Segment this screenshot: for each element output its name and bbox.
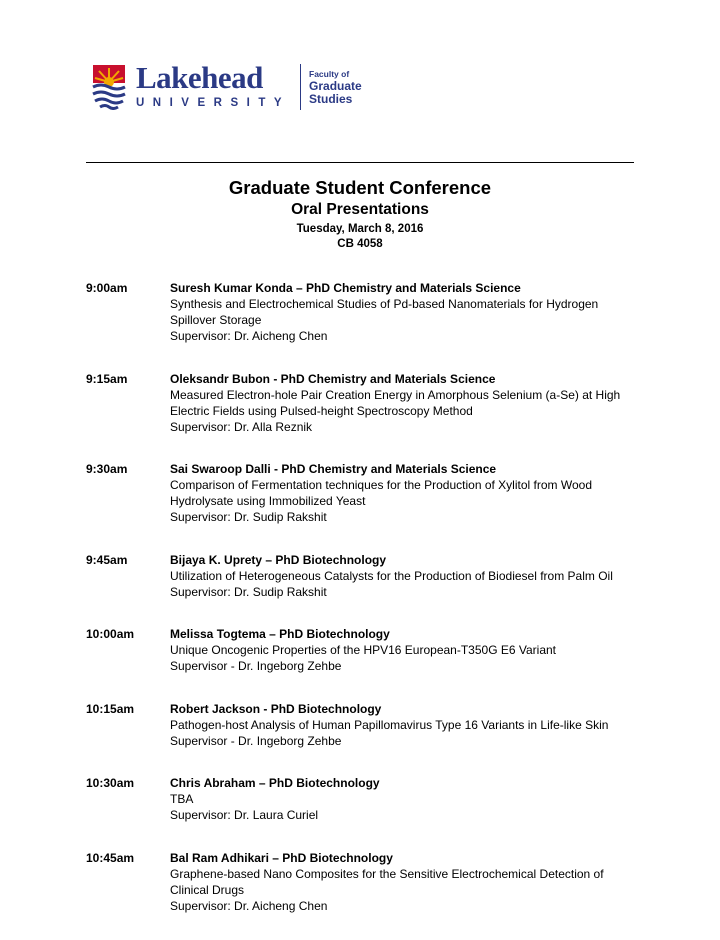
schedule-entry (86, 626, 646, 674)
logo-name: Lakehead (136, 60, 263, 95)
schedule-list (86, 280, 646, 940)
lakehead-crest-icon (92, 64, 126, 110)
lakehead-logo (92, 62, 372, 112)
page-title: Graduate Student Conference (228, 177, 492, 198)
schedule-entry (86, 552, 646, 600)
schedule-entry (86, 280, 646, 344)
entry-supervisor: Supervisor: Dr. Aicheng Chen (170, 898, 328, 913)
entry-presenter: Robert Jackson - PhD Biotechnology (170, 701, 382, 716)
logo-divider (300, 64, 301, 110)
entry-title: Graphene-based Nano Composites for the Sensitive Electrochemical Detection of Clinical Drugs (170, 866, 604, 897)
schedule-entry (86, 850, 646, 914)
entry-presenter: Bal Ram Adhikari – PhD Biotechnology (170, 850, 393, 865)
page-header (86, 176, 634, 252)
schedule-entry (86, 371, 646, 435)
logo-faculty-line3: Studies (309, 92, 353, 106)
entry-time: 9:00am (86, 281, 128, 295)
entry-time: 9:45am (86, 552, 128, 567)
entry-supervisor: Supervisor: Dr. Alla Reznik (170, 419, 313, 434)
entry-title: Pathogen-host Analysis of Human Papillomavirus Type 16 Variants in Life-like Skin (170, 717, 609, 732)
logo-faculty-line1: Faculty of (309, 69, 350, 79)
entry-presenter: Suresh Kumar Konda – PhD Chemistry and Materials Science (170, 281, 521, 295)
entry-supervisor: Supervisor - Dr. Ingeborg Zehbe (170, 659, 342, 673)
entry-presenter: Oleksandr Bubon - PhD Chemistry and Materials Science (170, 371, 496, 386)
entry-title: Measured Electron-hole Pair Creation Energy in Amorphous Selenium (a-Se) at High Electric Fields using Pulsed-height Spectroscopy Method (170, 387, 621, 418)
entry-time: 10:45am (86, 850, 135, 865)
entry-time: 10:30am (86, 776, 135, 790)
entry-time: 10:00am (86, 627, 135, 641)
schedule-entry (86, 775, 646, 823)
event-room: CB 4058 (337, 238, 383, 250)
entry-presenter: Bijaya K. Uprety – PhD Biotechnology (170, 552, 387, 567)
entry-time: 9:15am (86, 371, 128, 386)
header-divider (86, 162, 634, 163)
logo-faculty-line2: Graduate (309, 79, 362, 93)
schedule-entry (86, 701, 646, 749)
event-date: Tuesday, March 8, 2016 (296, 223, 424, 235)
entry-time: 9:30am (86, 462, 128, 476)
entry-presenter: Chris Abraham – PhD Biotechnology (170, 776, 380, 790)
entry-supervisor: Supervisor: Dr. Sudip Rakshit (170, 510, 327, 524)
entry-supervisor: Supervisor - Dr. Ingeborg Zehbe (170, 733, 342, 748)
entry-presenter: Melissa Togtema – PhD Biotechnology (170, 627, 390, 641)
entry-title: Comparison of Fermentation techniques for the Production of Xylitol from Wood Hydrolysate using Immobilized Yeast (170, 478, 592, 508)
entry-title: TBA (170, 792, 194, 806)
entry-title: Unique Oncogenic Properties of the HPV16 European-T350G E6 Variant (170, 643, 557, 657)
entry-title: Utilization of Heterogeneous Catalysts for the Production of Biodiesel from Palm Oil (170, 568, 613, 583)
logo-university: UNIVERSITY (136, 97, 291, 109)
entry-supervisor: Supervisor: Dr. Laura Curiel (170, 808, 319, 822)
entry-title: Synthesis and Electrochemical Studies of Pd-based Nanomaterials for Hydrogen Spillover Storage (170, 297, 599, 327)
entry-supervisor: Supervisor: Dr. Aicheng Chen (170, 329, 328, 343)
entry-presenter: Sai Swaroop Dalli - PhD Chemistry and Materials Science (170, 462, 497, 476)
page-subtitle: Oral Presentations (291, 201, 429, 218)
entry-supervisor: Supervisor: Dr. Sudip Rakshit (170, 584, 327, 599)
entry-time: 10:15am (86, 701, 135, 716)
schedule-entry (86, 461, 646, 525)
